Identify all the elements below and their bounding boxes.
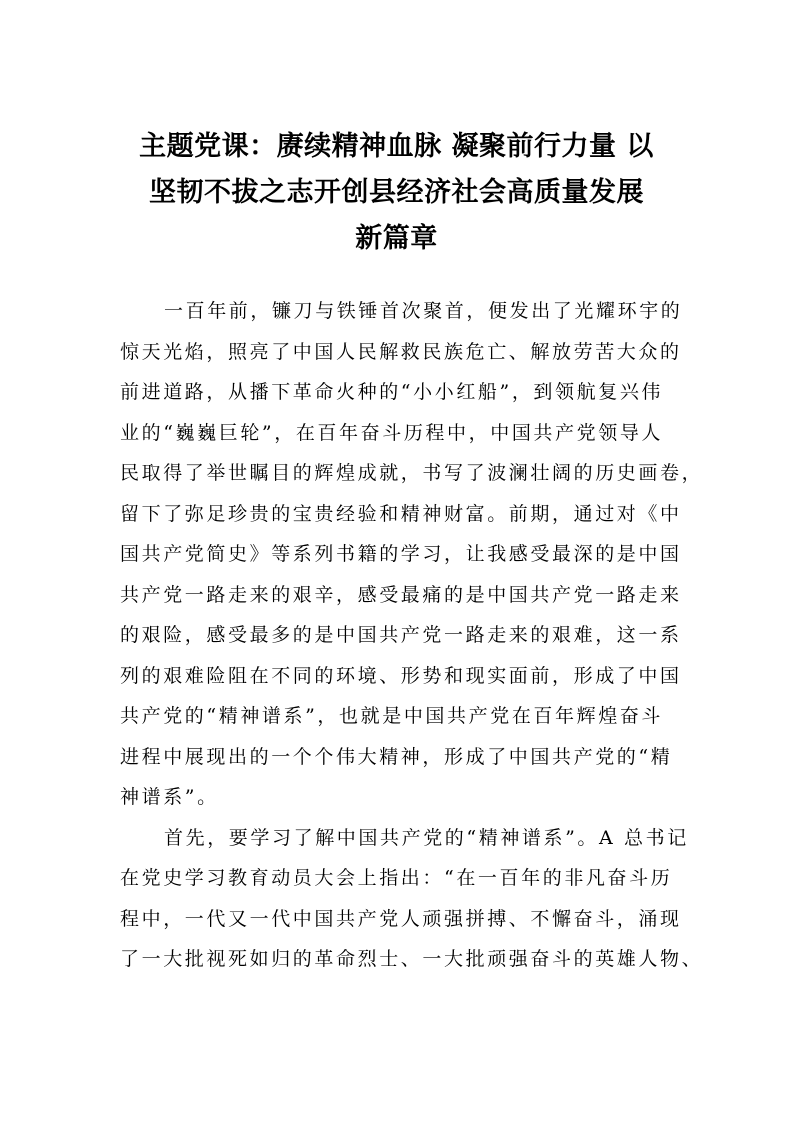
- paragraph-1-line: 列的艰难险阻在不同的环境、形势和现实面前，形成了中国: [120, 664, 682, 687]
- paragraph-2-line: 首先，要学习了解中国共产党的“精神谱系”。A 总书记: [164, 826, 689, 849]
- paragraph-2-line: 程中，一代又一代中国共产党人顽强拼搏、不懈奋斗，涌现: [120, 907, 682, 930]
- paragraph-1-line: 惊天光焰，照亮了中国人民解救民族危亡、解放劳苦大众的: [120, 340, 682, 363]
- paragraph-1-line: 共产党的“精神谱系”，也就是中国共产党在百年辉煌奋斗: [120, 705, 664, 727]
- title-line: 坚韧不拔之志开创县经济社会高质量发展: [149, 177, 644, 208]
- paragraph-1-line: 民取得了举世瞩目的辉煌成就，书写了波澜壮阔的历史画卷，: [120, 462, 704, 484]
- paragraph-1-line: 一百年前，镰刀与铁锤首次聚首，便发出了光耀环宇的: [164, 300, 683, 322]
- title-line: 主题党课：赓续精神血脉 凝聚前行力量 以: [139, 131, 654, 162]
- document-title: [100, 124, 693, 262]
- paragraph-1-line: 神谱系”。: [120, 786, 219, 808]
- paragraph-1-line: 共产党一路走来的艰辛，感受最痛的是中国共产党一路走来: [120, 583, 682, 606]
- paragraph-1-line: 的艰险，感受最多的是中国共产党一路走来的艰难，这一系: [120, 624, 682, 646]
- paragraph-2-line: 了一大批视死如归的革命烈士、一大批顽强奋斗的英雄人物、: [120, 948, 704, 970]
- paragraph-1-line: 业的“巍巍巨轮”，在百年奋斗历程中，中国共产党领导人: [120, 421, 664, 444]
- document-body: [120, 291, 704, 980]
- paragraph-1-line: 前进道路，从播下革命火种的“小小红船”，到领航复兴伟: [120, 381, 664, 403]
- paragraph-1-line: 国共产党简史》等系列书籍的学习，让我感受最深的是中国: [120, 543, 682, 565]
- paragraph-1-line: 留下了弥足珍贵的宝贵经验和精神财富。前期，通过对《中: [120, 502, 682, 525]
- paragraph-1-line: 进程中展现出的一个个伟大精神，形成了中国共产党的“精: [120, 745, 673, 768]
- title-line: 新篇章: [355, 223, 438, 254]
- paragraph-2-line: 在党史学习教育动员大会上指出：“在一百年的非凡奋斗历: [120, 867, 673, 889]
